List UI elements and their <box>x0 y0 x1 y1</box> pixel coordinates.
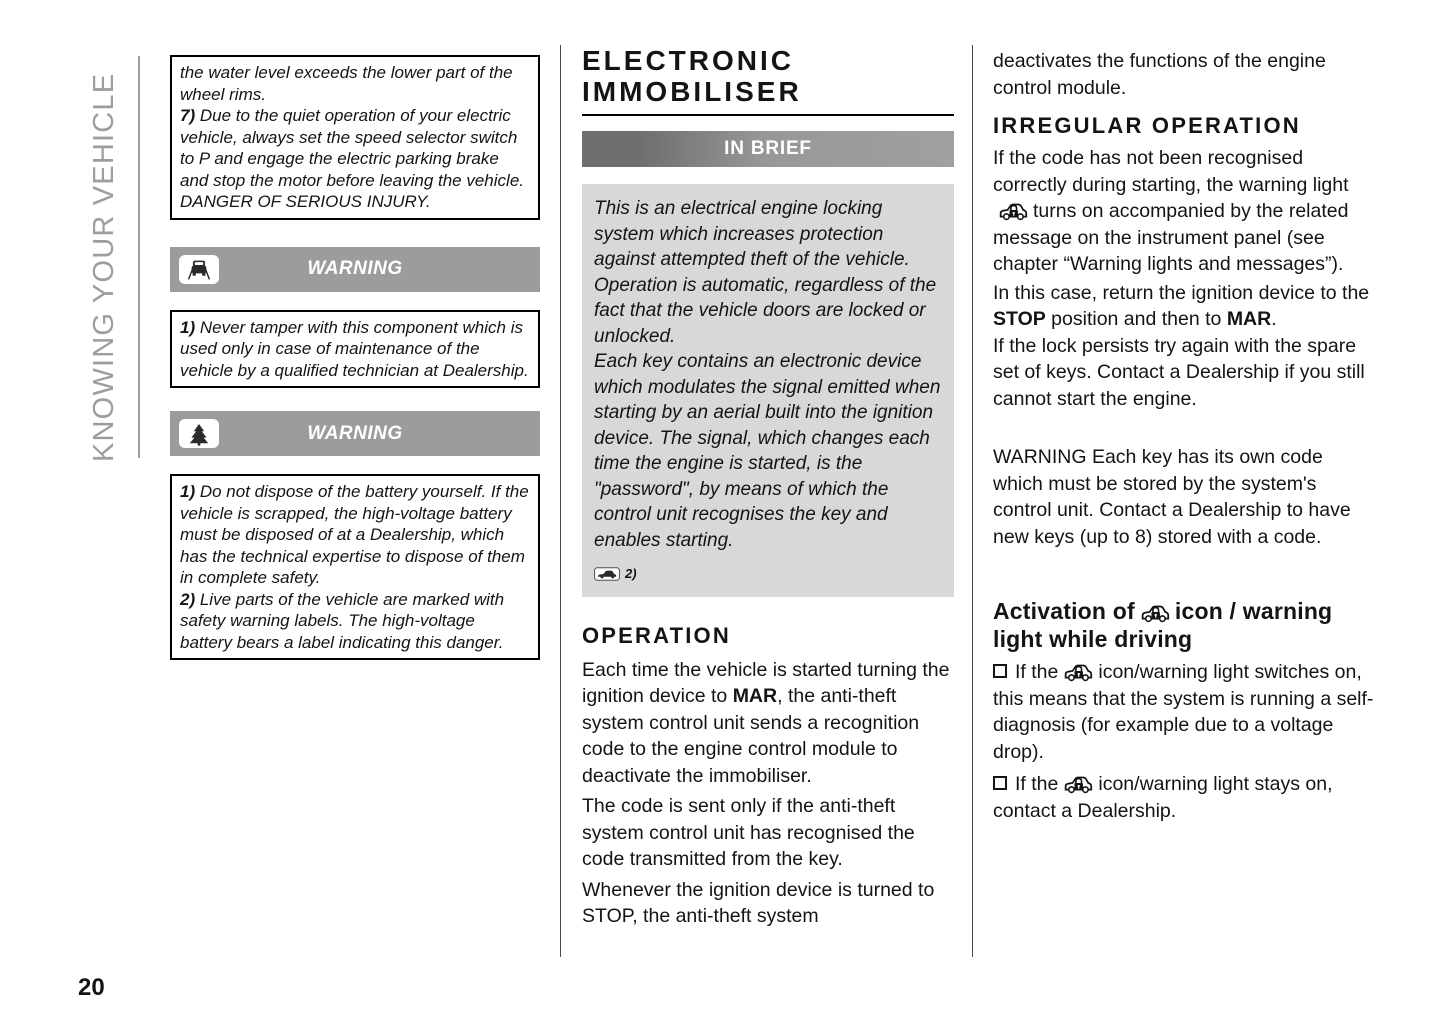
warning-label: WARNING <box>307 422 403 444</box>
title-rule <box>582 114 954 116</box>
warning-label: WARNING <box>307 258 403 279</box>
caution-item-1 <box>180 481 530 589</box>
caution-item-2 <box>180 589 530 654</box>
danger-note-box <box>170 55 540 220</box>
warning-banner-driving <box>170 247 540 292</box>
text-segment: turns on accompanied by the related message on the instrument panel (see chapter “Warning lights and messages”). <box>993 200 1349 275</box>
text-segment: icon/warning light stays on, contact a Dealership. <box>993 773 1333 822</box>
caution-box-battery <box>170 474 540 660</box>
right-column <box>993 48 1377 824</box>
text-segment: Never tamper with this component which is used only in case of maintenance of the vehicle by a qualified technician at Dealership. <box>180 317 529 380</box>
text-segment: , the anti-theft system control unit sends a recognition code to the engine control module to deactivate the immobiliser. <box>582 685 920 787</box>
item-1-marker: 1) <box>180 317 196 337</box>
page-number: 20 <box>78 974 105 1001</box>
operation-continued: deactivates the functions of the engine control module. <box>993 50 1326 99</box>
footnote-reference <box>594 561 942 587</box>
left-column <box>170 55 540 660</box>
immobiliser-warning-icon <box>998 199 1028 222</box>
text-segment: Each time the vehicle is started turning the ignition device to <box>582 658 950 707</box>
warning-banner-environment <box>170 411 540 456</box>
square-bullet-icon <box>993 776 1007 790</box>
ignition-position-mar: MAR <box>732 685 778 707</box>
brief-paragraph-2: Each key contains an electronic device which modulates the signal emitted when starting by an aerial built into the ignition device. The signal, which changes each time the engine is started, is the "password", by means of which the control unit recognises the key and enables starting. <box>594 351 941 551</box>
text-segment: Live parts of the vehicle are marked with safety warning labels. The high-voltage battery bears a label indicating this danger. <box>180 589 505 652</box>
brief-paragraph-1: This is an electrical engine locking system which increases protection against attempted theft of the vehicle. Operation is automatic, regardless of the fact that the vehicle doors are locked or unlocked. <box>594 198 937 347</box>
text-segment: icon / warning light while driving <box>993 598 1333 652</box>
activation-heading <box>993 598 1377 653</box>
immobiliser-warning-icon <box>1063 772 1093 795</box>
in-brief-label: IN BRIEF <box>724 138 812 159</box>
center-column <box>582 45 954 930</box>
bullet-item-2 <box>993 771 1377 824</box>
text-segment: In this case, return the ignition device to the <box>993 281 1370 304</box>
text-segment: Activation of <box>993 598 1135 624</box>
section-title: ELECTRONIC IMMOBILISER <box>582 45 802 107</box>
ignition-position-mar: MAR <box>1226 308 1272 330</box>
note-continuation <box>180 62 530 105</box>
irregular-paragraph-1 <box>993 145 1377 278</box>
item-1-marker: 1) <box>180 482 196 501</box>
text-segment: icon/warning light switches on, this means that the system is running a self-diagnosis (for example due to a voltage drop). <box>993 661 1374 763</box>
warning-note: WARNING Each key has its own code which must be stored by the system's control unit. Contact a Dealership to have new keys (up to 8) stored with a code. <box>993 446 1351 548</box>
item-2-marker: 2) <box>180 589 196 609</box>
immobiliser-warning-icon <box>1140 601 1170 624</box>
in-brief-box <box>582 184 954 597</box>
operation-paragraph-2: The code is sent only if the anti-theft system control unit has recognised the code transmitted from the key. <box>582 795 915 870</box>
footnote-label: 2) <box>625 566 637 581</box>
chapter-title-vertical: KNOWING YOUR VEHICLE <box>88 72 120 462</box>
text-segment: position and then to <box>1045 308 1227 330</box>
caution-item-1 <box>180 317 530 382</box>
irregular-paragraph-2 <box>993 280 1377 333</box>
immobiliser-warning-icon <box>1063 660 1093 683</box>
operation-paragraph-1 <box>582 657 954 790</box>
note-item-7 <box>180 105 530 213</box>
operation-heading: OPERATION <box>582 622 731 648</box>
text-segment: Due to the quiet operation of your electric vehicle, always set the speed selector switch to P and engage the electric parking brake and stop the motor before leaving the vehicle. DANGER OF SERIOUS INJURY. <box>180 106 524 211</box>
irregular-paragraph-3: If the lock persists try again with the spare set of keys. Contact a Dealership if you still cannot start the engine. <box>993 334 1365 410</box>
tree-icon <box>179 419 219 448</box>
car-warning-icon <box>594 567 620 581</box>
car-road-icon <box>179 255 219 284</box>
column-divider <box>972 45 973 957</box>
column-divider <box>560 45 561 957</box>
ignition-position-stop: STOP <box>993 308 1046 330</box>
item-7-marker: 7) <box>180 106 196 125</box>
sidebar-rule <box>138 56 140 458</box>
text-segment: Do not dispose of the battery yourself. If the vehicle is scrapped, the high-voltage battery must be disposed of at a Dealership, which has the technical expertise to dispose of them in complete safety. <box>180 482 529 587</box>
text-segment: If the <box>1015 773 1059 795</box>
text-segment: If the <box>1015 661 1059 683</box>
bullet-item-1 <box>993 659 1377 765</box>
square-bullet-icon <box>993 664 1007 678</box>
text-segment: the water level exceeds the lower part of the wheel rims. <box>180 63 513 104</box>
operation-paragraph-3: Whenever the ignition device is turned to STOP, the anti-theft system <box>582 878 935 927</box>
caution-box-component <box>170 310 540 389</box>
text-segment: . <box>1271 308 1277 330</box>
irregular-operation-heading: IRREGULAR OPERATION <box>993 113 1301 138</box>
text-segment: If the code has not been recognised correctly during starting, the warning light <box>993 147 1349 196</box>
in-brief-banner <box>582 131 954 167</box>
